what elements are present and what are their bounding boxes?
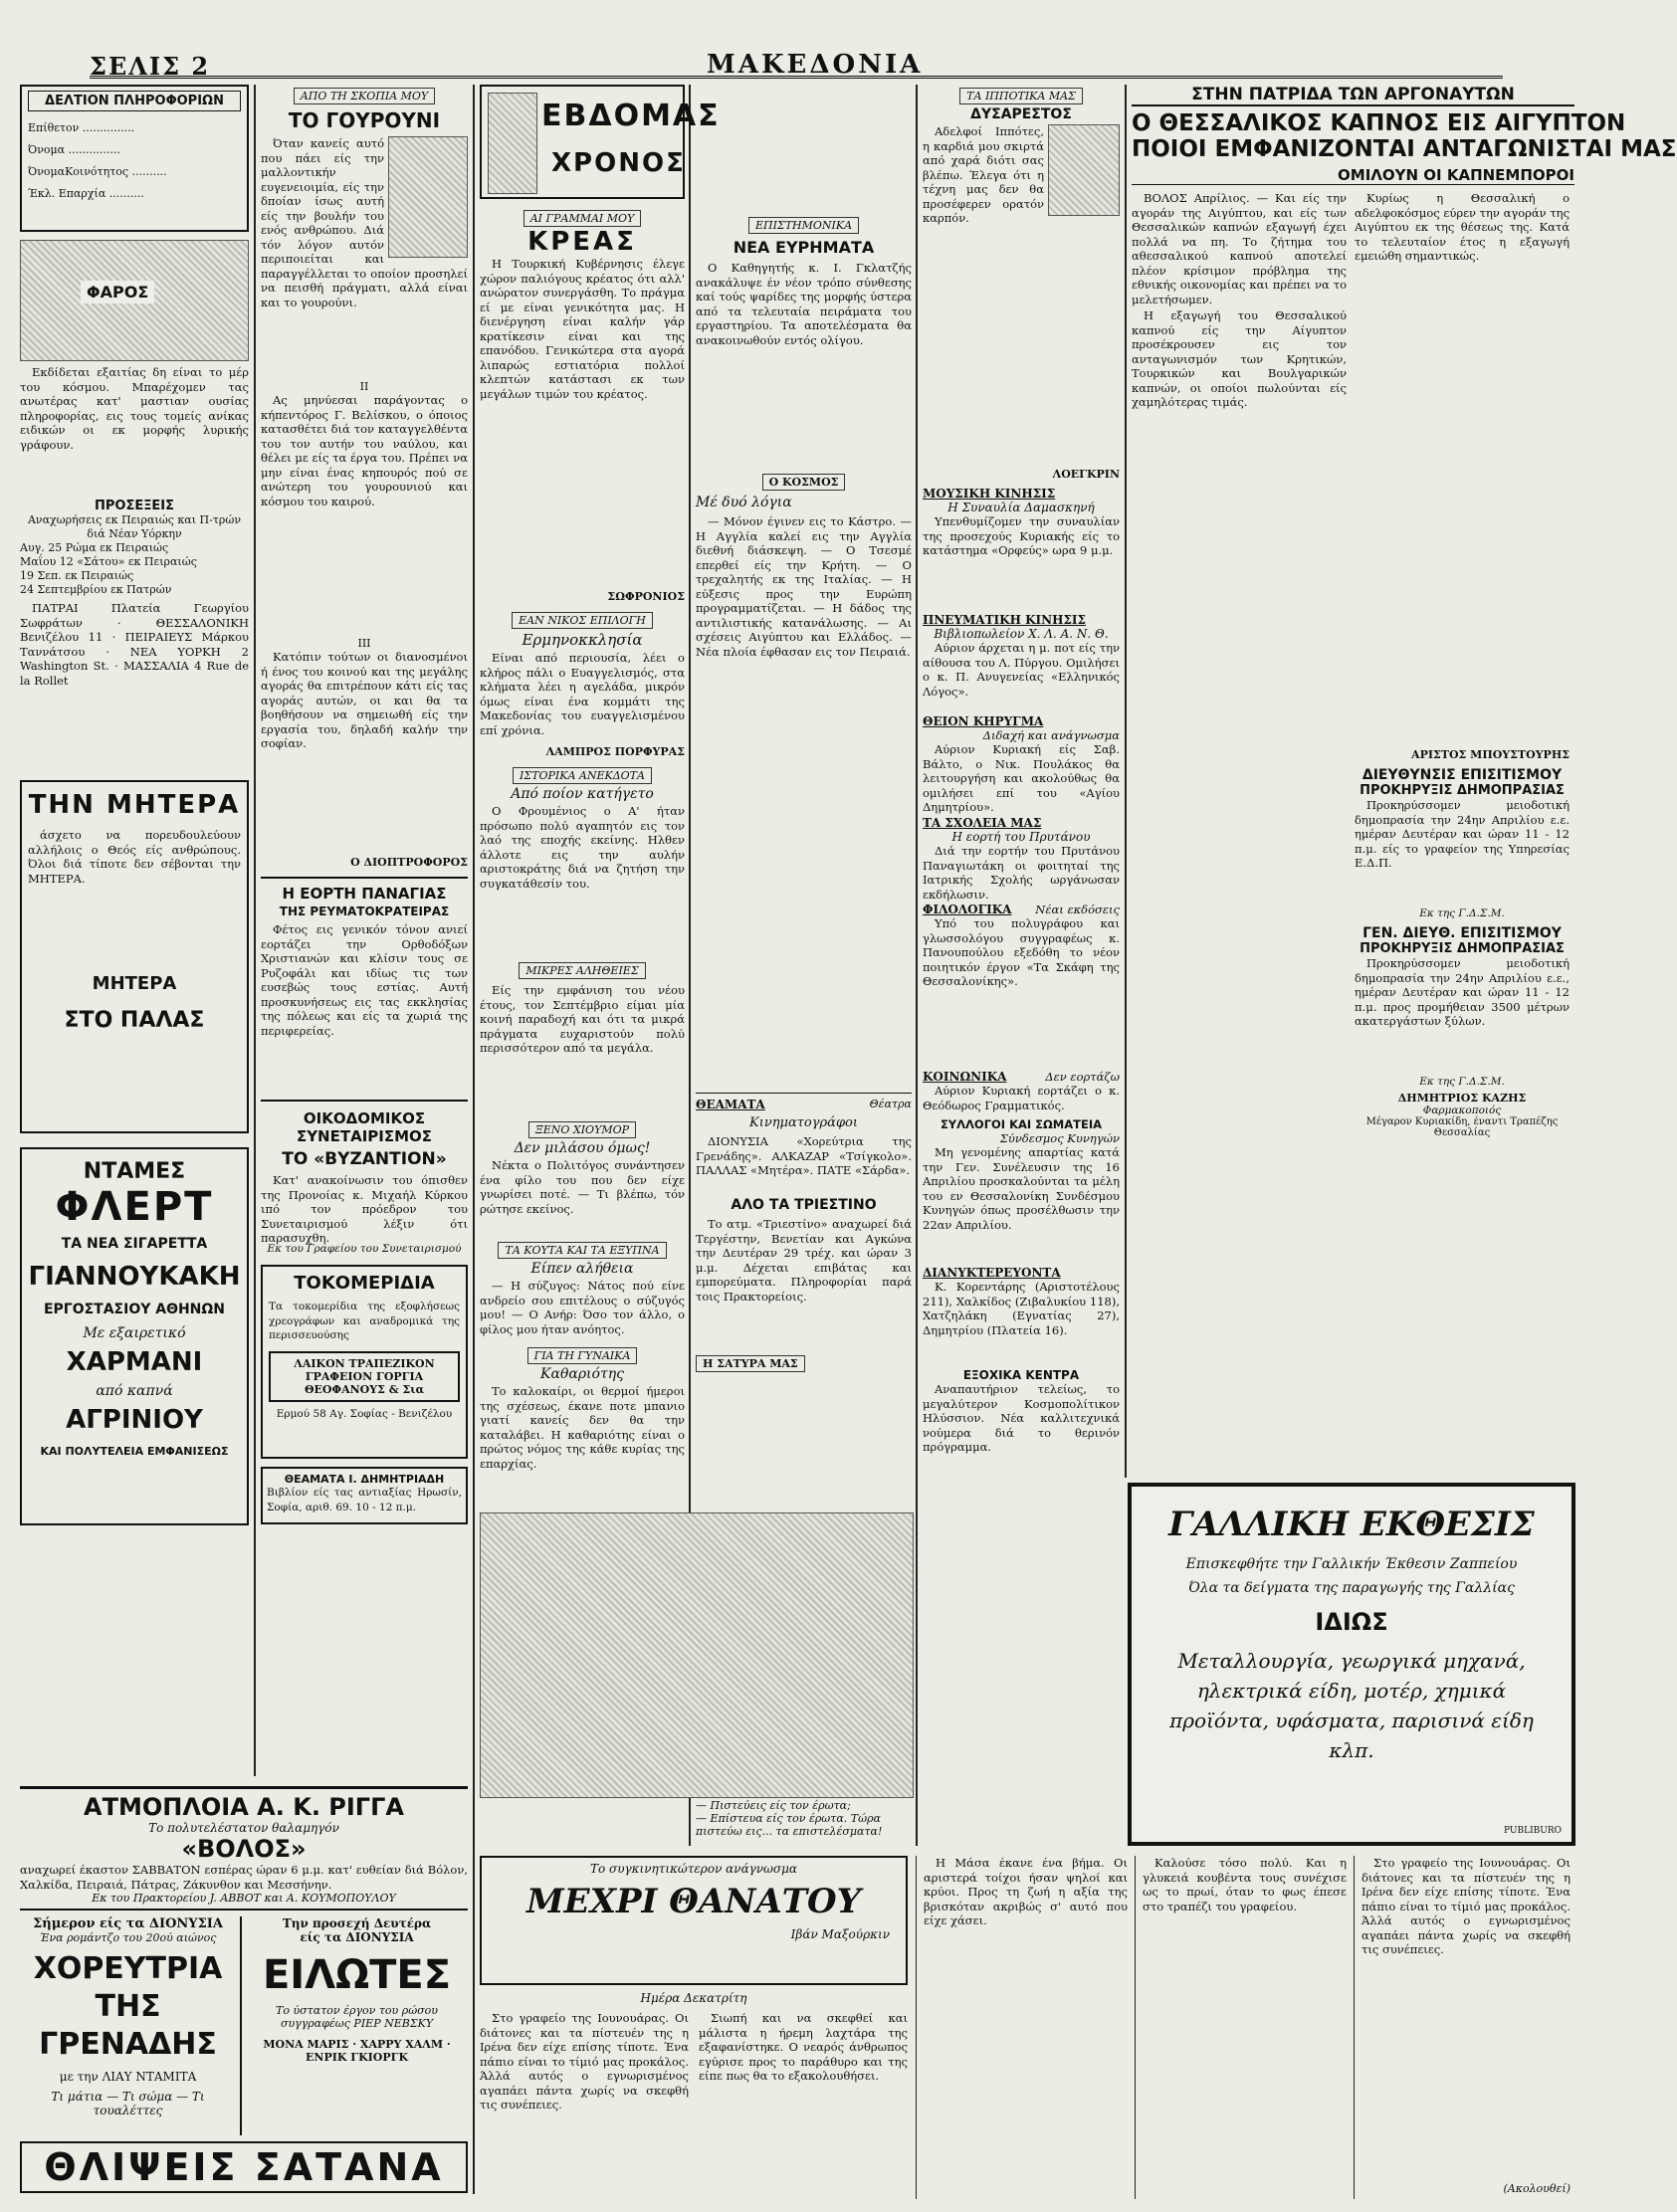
serial-text: Καλούσε τόσο πολύ. Και η γλυκειά κουβέντα τους συνέχισε ως το πρωί, όταν το φως έπεσε στο τραπέζι του γραφείου. — [1143, 1856, 1347, 1913]
outer-text: Αναπαυτήριον τελείως, το μεγαλύτερον Κοσμοπολίτικον Ηλύσσιον. Νέα καλλιτεχνικά νούμερα διά το θερινόν πρόγραμμα. — [923, 1382, 1120, 1454]
philology-text: Υπό του πολυγράφου και γλωσσολόγου συγγραφέως κ. Πανουπούλου εξεδόθη το νέον ποιητικόν έργον «Τα Σκάφη της Θεσσαλονίκης». — [923, 916, 1120, 988]
flirt-maker: ΓΙΑΝΝΟΥΚΑΚΗ — [28, 1262, 241, 1292]
column-kicker: ΕΠΙΣΤΗΜΟΝΙΚΑ — [748, 217, 859, 234]
world-title: Μέ δυό λόγια — [696, 495, 792, 510]
flirt-ad — [20, 1147, 249, 1525]
sayings-kicker: ΤΑ ΚΟΥΤΑ ΚΑΙ ΤΑ ΕΞΥΠΝΑ — [498, 1242, 666, 1259]
truths-kicker: ΜΙΚΡΕΣ ΑΛΗΘΕΙΕΣ — [519, 962, 645, 979]
article-title: ΔΥΣΑΡΕΣΤΟΣ — [970, 106, 1072, 122]
sayings-text: — Η σύζυγος: Νάτος πού είνε ανδρείο σου επιτέλους ο σύζυγός μου! — Ο Ανήρ: Όσο τον άλλο, ο φίλος μου ήταν ανόητος. — [480, 1279, 685, 1336]
tender1-text: Προκηρύσσομεν μειοδοτική δημοπρασία την 24ην Απριλίου ε.ε. ημέραν Δευτέραν και ώραν 11 - 12 π.μ. είς το γραφείον της Υπηρεσίας Ε.Δ.Π. — [1355, 798, 1570, 870]
signature: ΛΟΕΓΚΡΙΝ — [1052, 468, 1120, 481]
page-number: ΣΕΛΙΣ 2 — [90, 52, 211, 81]
column-kicker: ΑΙ ΓΡΑΜΜΑΙ ΜΟΥ — [524, 210, 642, 227]
sermon-title: ΘΕΙΟΝ ΚΗΡΥΓΜΑ — [923, 714, 1044, 728]
expo-line2: Όλα τα δείγματα της παραγωγής της Γαλλίας — [1188, 1580, 1515, 1596]
flirt-line: Με εξαιρετικό — [83, 1325, 186, 1341]
next-cast: ΜΟΝΑ ΜΑΡΙΣ · ΧΑΡΡΥ ΧΑΛΜ · ΕΝΡΙΚ ΓΚΙΟΡΓΚ — [263, 2038, 451, 2064]
mother-line2: ΜΗΤΕΡΑ — [92, 973, 177, 994]
flirt-agrinio: ΑΓΡΙΝΙΟΥ — [66, 1405, 203, 1435]
satire-kicker: Η ΣΑΤΥΡΑ ΜΑΣ — [696, 1355, 805, 1372]
serial-kicker: Το συγκινητικώτερον ανάγνωσμα — [589, 1862, 798, 1876]
thlipseis-banner: ΘΛΙΨΕΙΣ ΣΑΤΑΝΑ — [20, 2141, 468, 2193]
humor-text: Νέκτα ο Πολιτόγος συνάντησεν ένα φίλο του που δεν είχε γνωρίσει ποτέ. — Τι βλέπω, τόν ρώτησε εκείνος. — [480, 1158, 685, 1216]
woman-title: Καθαριότης — [540, 1366, 624, 1382]
trieste-text: Το ατμ. «Τριεστίνο» αναχωρεί διά Τεργέστην, Βενετίαν και Αγκώνα την Δευτέραν 29 τρέχ. και ώραν 3 μ.μ. Δέχεται επιβάτας και εμπορεύματα. Πληροφορίαι παρά τοις Πρακτορείοις. — [696, 1217, 912, 1304]
serial-title: ΜΕΧΡΙ ΘΑΝΑΤΟΥ — [526, 1882, 861, 1921]
form-line[interactable]: Έκλ. Επαρχία .......... — [28, 187, 144, 200]
expo-goods: Μεταλλουργία, γεωργικά μηχανά, ηλεκτρικά είδη, μοτέρ, χημικά προϊόντα, υφάσματα, παρισινά είδη κλπ. — [1169, 1649, 1534, 1762]
clubs-text: Μη γενομένης απαρτίας κατά την Γεν. Συνέλευσιν της 16 Απριλίου προσκαλούνται τα μέλη του εν Θεσσαλονίκη Συνδέσμου Κυνηγών όπως προσέλθωσιν την 22αν Απριλίου. — [923, 1145, 1120, 1232]
signature: ΑΡΙΣΤΟΣ ΜΠΟΥΣΤΟΥΡΗΣ — [1411, 748, 1570, 761]
article-col-b: Κυρίως η Θεσσαλική ο αδελφοκόσμος εύρεν την αγοράν της Αιγύπτου εκ της θέσεως της. Κατά το τελευταίον έτος η εξαγωγή εμειώθη σημαντικώς. ΑΡΙΣΤΟΣ ΜΠΟΥΣΤΟΥΡΗΣ ΔΙΕΥΘΥΝΣΙΣ ΕΠΙΣΙΤΙΣΜΟΥ ΠΡΟΚΗΡΥΞΙΣ ΔΗΜΟΠΡΑΣΙΑΣ Προκηρύσσομεν μειοδοτική δημοπρασία την 24ην Απριλίου ε.ε. ημέραν Δευτέραν και ώραν 11 - 12 π.μ. είς το γραφείον της Υπηρεσίας Ε.Δ.Π. Εκ της Γ.Δ.Σ.Μ. ΓΕΝ. ΔΙΕΥΘ. ΕΠΙΣΙΤΙΣΜΟΥ ΠΡΟΚΗΡΥΞΙΣ ΔΗΜΟΠΡΑΣΙΑΣ Προκηρύσσομεν μειοδοτική δημοπρασία την 24ην Απριλίου ε.ε., ημέραν Δευτέραν και ώραν 11 - 12 π.μ. προς προμήθειαν 3500 μέτρων ακατεργάστων ξύλων. Εκ της Γ.Δ.Σ.Μ. ΔΗΜΗΤΡΙΟΣ ΚΑΖΗΣ Φαρμακοποιός Μέγαρον Κυριακίδη, έναντι Τραπέζης Θεσσαλίας — [1355, 191, 1571, 1138]
truths-text: Είς την εμφάνιση του νέου έτους, τον Σεπτέμβριο είμαι μία κοινή παραδοχή και ότι τα μικρά πράγματα ευχαριστούν πολύ περισσότερον από τα μεγάλα. — [480, 983, 685, 1055]
social-right: Δεν εορτάζω — [1045, 1070, 1120, 1084]
history-kicker: ΙΣΤΟΡΙΚΑ ΑΝΕΚΔΟΤΑ — [513, 767, 652, 784]
subheadline: ΟΜΙΛΟΥΝ ΟΙ ΚΑΠΝΕΜΠΟΡΟΙ — [1132, 166, 1574, 185]
theatre-title: ΘΕΑΜΑΤΑ Ι. ΔΗΜΗΤΡΙΑΔΗ — [284, 1473, 445, 1486]
serial-novel — [480, 1856, 1574, 2204]
expo-mark: PUBLIBURO — [1504, 1826, 1562, 1836]
masthead-subtitle: ΧΡΟΝΟΣ — [551, 148, 686, 178]
mother-ad — [20, 780, 249, 1133]
serial-text: Η Μάσα έκανε ένα βήμα. Οι αριστερά τοίχοι ήσαν ψηλοί και κρύοι. Προς τη ζωή η αξία της βρισκόταν ακριβώς σ' αυτό που είχε χάσει. — [924, 1856, 1128, 1927]
flirt-sub: ΤΑ ΝΕΑ ΣΙΓΑΡΕΤΤΑ — [61, 1236, 208, 1252]
column-rule — [473, 85, 475, 2194]
column-1 — [20, 85, 249, 1776]
next-venue: είς τα ΔΙΟΝΥΣΙΑ — [300, 1930, 414, 1944]
flirt-kai: από καπνά — [96, 1383, 173, 1399]
serial-day: Ημέρα Δεκατρίτη — [640, 1991, 747, 2005]
flirt-end: ΚΑΙ ΠΟΛΥΤΕΛΕΙΑ ΕΜΦΑΝΙΣΕΩΣ — [40, 1445, 229, 1458]
dionysia-today: Σήμερον είς τα ΔΙΟΝΥΣΙΑ — [33, 1916, 223, 1931]
knight-illustration — [1048, 124, 1120, 216]
serial-text: Σιωπή και να σκεφθεί και μάλιστα η ήρεμη λαχτάρα της εξαφανίστηκε. Ο νεαρός άνθρωπος εγύρισε προς το παράθυρο και της είπε πως θα το εξακολουθήσει. — [699, 2011, 908, 2083]
faros-text: Εκδίδεται εξαιτίας δη είναι το μέρ του κόσμου. Μπαρέχομεν τας ανωτέρας κατ' μαστιαν ουσίας πληροφορίας, εις τους τομείς ανίκας ειδικών οι εκ μορφής λυρικής γράφουν. — [20, 365, 249, 452]
column-2: ΑΠΟ ΤΗ ΣΚΟΠΙΑ ΜΟΥ ΤΟ ΓΟΥΡΟΥΝΙ Όταν κανείς αυτό που πάει είς την μαλλοντικήν ευγενειοιμία, είς την δποίαν ίσως αυτή είς την βουλήν του ενός ανθρώπου. Διά τόν λόγον αυτόν περιποιείται και παραγγέλλεται το οποίον προσηλεί να πεισθή πράγματι, αλλά είναι και το γουρούνι. II Ας μηνύεσαι παράγοντας ο κήπεντόρος Γ. Βελίσκου, ο όποιος κατασθέτει διά τον καταγγελθέντα του τον αυτήν του ναύλου, και θέλει με είς τα έργα του. Πρέπει να μην είναι ένας κηπουρός πού σε ανώτερη του γουρουνιού και κόσμου του καιρού. III Κατόπιν τούτων οι διανοσμένοι ή ένος του κοινού και της μεγάλης αγοράς θα επιτρέπουν κάτι είς τας αγοράς αυτών, οι και θα τα βοηθήσουν να σημειωθή είς την εργασία του, δηλαδή καλήν την σοφίαν. Ο ΔΙΟΠΤΡΟΦΟΡΟΣ Η ΕΟΡΤΗ ΠΑΝΑΓΙΑΣ ΤΗΣ ΡΕΥΜΑΤΟΚΡΑΤΕΙΡΑΣ Φέτος εις γενικόν τόνον ανιεί εορτάζει την Ορθοδόξων Χριστιανών και κλίσιν τους σε Ρυζοφάλι και ιδίως τις των ευσεβώς τους εστίας. Αυτή προσκυνήσεως εις τας εκκλησίας της πόλεως και είς τα χωριά της περιφερείας. ΟΙΚΟΔΟΜΙΚΟΣ ΣΥΝΕΤΑΙΡΙΣΜΟΣ ΤΟ «ΒΥΖΑΝΤΙΟΝ» Κατ' ανακοίνωσιν του όπισθεν της Προνοίας κ. Μιχαήλ Κύρκου ιπό τον πρόεδρον του Συνεταιρισμού λέξιν ότι παρασυχθη. Εκ του Γραφείου του Συνεταιρισμού ΤΟΚΟΜΕΡΙΔΙΑ Τα τοκομερίδια της εξοφλήσεως χρεογράφων και αναδρομικά της περισσευούσης ΛΑΙΚΟΝ ΤΡΑΠΕΖΙΚΟΝ ΓΡΑΦΕΙΟΝ ΓΟΡΓΙΑ ΘΕΟΦΑΝΟΥΣ & Σια Ερμού 58 Αγ. Σοφίας - Βενιζέλου ΘΕΑΜΑΤΑ Ι. ΔΗΜΗΤΡΙΑΔΗ Βιβλίον είς τας αντιαξίας Ηρωσίν, Σοφία, αριθ. 69. 10 - 12 π.μ. — [261, 85, 468, 1776]
shipping-sub: Το πολυτελέστατον θαλαμηγόν — [148, 1821, 339, 1835]
tender2-text: Προκηρύσσομεν μειοδοτική δημοπρασία την 24ην Απριλίου ε.ε., ημέραν Δευτέραν και ώραν 11 - 12 π.μ. προς προμήθειαν 3500 μέτρων ακατεργάστων ξύλων. — [1355, 956, 1570, 1028]
tokomeridia-title: ΤΟΚΟΜΕΡΙΔΙΑ — [294, 1273, 435, 1294]
bottom-left-ads — [20, 1786, 468, 2204]
theatre-text: Βιβλίον είς τας αντιαξίας Ηρωσίν, Σοφία, αριθ. 69. 10 - 12 π.μ. — [267, 1487, 462, 1513]
signature: ΣΩΦΡΟΝΙΟΣ — [607, 590, 685, 603]
serial-author: Ιβάν Μαξούρκιν — [790, 1927, 890, 1941]
feast-subtitle: ΤΗΣ ΡΕΥΜΑΤΟΚΡΑΤΕΙΡΑΣ — [279, 905, 450, 918]
mother-title: ΤΗΝ ΜΗΤΕΡΑ — [28, 790, 241, 820]
shipping-title: ΑΤΜΟΠΛΟΙΑ Α. Κ. ΡΙΓΓΑ — [20, 1786, 468, 1821]
feast-text: Φέτος εις γενικόν τόνον ανιεί εορτάζει την Ορθοδόξων Χριστιανών και κλίσιν τους σε Ρυζοφάλι και ιδίως τις των ευσεβώς τους εστίας. Αυτή προσκυνήσεως εις τας εκκλησίας της πόλεως και είς τα χωριά της περιφερείας. — [261, 922, 468, 1038]
masthead-title: ΕΒΔΟΜΑΣ — [541, 99, 721, 133]
column-5 — [923, 85, 1120, 1846]
clubs-title: ΣΥΛΛΟΓΟΙ ΚΑΙ ΣΩΜΑΤΕΙΑ — [940, 1117, 1103, 1131]
church-kicker: ΕΑΝ ΝΙΚΟΣ ΕΠΙΛΟΓΗ — [512, 612, 653, 629]
next-text: Το ύστατον έργον του ρώσου συγγραφέως ΡΙΕΡ ΝΕΒΣΚΥ — [276, 2004, 438, 2030]
pharmacist-address: Μέγαρον Κυριακίδη, έναντι Τραπέζης Θεσσαλίας — [1365, 1116, 1559, 1138]
history-text: Ο Φρουμένιος ο Α' ήταν πρόσωπο πολύ αγαπητόν εις τον λαό της εποχής εκείνης. Ηλθεν άλλοτε εις την αυλήν αριστοκράτης διά να ζητήση την συγκατάθεσίν του. — [480, 804, 685, 891]
tender2-title: ΓΕΝ. ΔΙΕΥΘ. ΕΠΙΣΙΤΙΣΜΟΥ — [1363, 925, 1562, 941]
faros-logo — [20, 240, 249, 361]
theatre-title: ΘΕΑΜΑΤΑ — [696, 1098, 765, 1111]
form-line[interactable]: Όνομα ............... — [28, 143, 121, 156]
coop-name: ΤΟ «ΒΥΖΑΝΤΙΟΝ» — [282, 1149, 447, 1169]
music-sub: Η Συναυλία Δαμασκηνή — [947, 501, 1095, 514]
coop-text: Κατ' ανακοίνωσιν του όπισθεν της Προνοίας κ. Μιχαήλ Κύρκου ιπό τον πρόεδρον του Συνεταιρισμού λέξιν ότι παρασυχθη. — [261, 1173, 468, 1245]
article-text: Όταν κανείς αυτό που πάει είς την μαλλοντικήν ευγενειοιμία, είς την δποίαν ίσως αυτή είς την βουλήν του ενός ανθρώπου. Διά τόν λόγον αυτόν περιποιείται και παραγγέλλεται το οποίον προσηλεί να πεισθή πράγματι, αλλά είναι και το γουρούνι. — [261, 136, 468, 309]
article-text: Κατόπιν τούτων οι διανοσμένοι ή ένος του κοινού και της μεγάλης αγοράς θα επιτρέπουν κάτι είς τας αγοράς αυτών, οι και θα τα βοηθήσουν να σημειωθή είς την εργασία του, δηλαδή καλήν την σοφίαν. — [261, 650, 468, 750]
clubs-sub: Σύνδεσμος Κυνηγών — [999, 1131, 1120, 1145]
article-title: ΝΕΑ ΕΥΡΗΜΑΤΑ — [733, 238, 875, 257]
dionysia-ad — [20, 1916, 242, 2135]
school-title: ΤΑ ΣΧΟΛΕΙΑ ΜΑΣ — [923, 816, 1042, 830]
feast-title: Η ΕΟΡΤΗ ΠΑΝΑΓΙΑΣ — [261, 877, 468, 903]
philology-title: ΦΙΛΟΛΟΓΙΚΑ — [923, 903, 1012, 916]
shipping-agents: Εκ του Πρακτορείου J. ABBOT και Α. ΚΟΥΜΟΠΟΥΛΟΥ — [20, 1892, 468, 1910]
agents-text: ΠΑΤΡΑΙ Πλατεία Γεωργίου Σωφράτων · ΘΕΣΣΑΛΟΝΙΚΗ Βενιζέλου 11 · ΠΕΙΡΑΙΕΥΣ Μάρκου Ταννάτσου · ΝΕΑ ΥΟΡΚΗ 2 Washington St. · ΜΑΣΣΑΛΙΑ 4 Rue de la Rollet — [20, 601, 249, 688]
history-title: Από ποίον κατήγετο — [511, 786, 654, 802]
serial-continue: (Ακολουθεί) — [1503, 2182, 1571, 2195]
flirt-name: ΦΛΕΡΤ — [55, 1184, 214, 1230]
face-illustration — [488, 93, 537, 194]
form-line[interactable]: Επίθετον ............... — [28, 121, 135, 134]
expo-highlight: ΙΔΙΩΣ — [1315, 1608, 1388, 1636]
signature: Ο ΔΙΟΠΤΡΟΦΟΡΟΣ — [350, 856, 468, 869]
satire-cartoon — [480, 1512, 914, 1798]
page-header — [90, 50, 1503, 79]
church-title: Ερμηνοκκλησία — [522, 631, 643, 649]
serial-text: Στο γραφείο της Ιουνουάρας. Οι διάτονες και τα πίστευέν της η Ιρένα δεν είχε επίσης τίποτε. Ένα πάπιο είναι το τίμιό μας προκάλος. Άλλά αυτός ο εγνωρισμένος αγαπάει πάντα χωρίς να σκεφθή τις συνέπειες. — [1362, 1856, 1571, 1956]
headline: Ο ΘΕΣΣΑΛΙΚΟΣ ΚΑΠΝΟΣ ΕΙΣ ΑΙΓΥΠΤΟΝ — [1132, 110, 1626, 136]
expo-title: ΓΑΛΛΙΚΗ ΕΚΘΕΣΙΣ — [1168, 1505, 1535, 1544]
tender2-sub: ΠΡΟΚΗΡΥΞΙΣ ΔΗΜΟΠΡΑΣΙΑΣ — [1360, 941, 1565, 956]
satire-caption: — Πιστεύεις είς τον έρωτα; — [696, 1799, 851, 1812]
article-title: ΤΟ ΓΟΥΡΟΥΝΙ — [288, 108, 441, 132]
sayings-title: Είπεν αλήθεια — [530, 1261, 634, 1277]
music-title: ΜΟΥΣΙΚΗ ΚΙΝΗΣΙΣ — [923, 487, 1056, 501]
theatre-ad — [261, 1467, 468, 1524]
dionysia-film: ΧΟΡΕΥΤΡΙΑ ΤΗΣ ΓΡΕΝΑΔΗΣ — [33, 1951, 223, 2062]
headline-2: ΠΟΙΟΙ ΕΜΦΑΝΙΖΟΝΤΑΙ ΑΝΤΑΓΩΝΙΣΤΑΙ ΜΑΣ — [1132, 136, 1677, 162]
coop-title: ΟΙΚΟΔΟΜΙΚΟΣ ΣΥΝΕΤΑΙΡΙΣΜΟΣ — [261, 1100, 468, 1145]
social-title: ΚΟΙΝΩΝΙΚΑ — [923, 1070, 1007, 1084]
coop-sign: Εκ του Γραφείου του Συνεταιρισμού — [267, 1243, 462, 1255]
mother-text: άσχετο να πορευδουλεύουν αλλήλοις ο Θεός είς ανθρώπους. Όλοι διά τίποτε δεν σέβονται την ΜΗΤΕΡΑ. — [28, 828, 241, 886]
next-film: ΕΙΛΩΤΕΣ — [262, 1952, 452, 1998]
tender1-sign: Εκ της Γ.Δ.Σ.Μ. — [1419, 907, 1505, 919]
serial-text: Στο γραφείο της Ιουνουάρας. Οι διάτονες και τα πίστευέν της η Ιρένα δεν είχε επίσης τίποτε. Ένα πάπιο είναι το τίμιό μας προκάλος. Άλλά αυτός ο εγνωρισμένος αγαπάει πάντα χωρίς να σκεφθή τις συνέπειες. — [480, 2011, 689, 2111]
article-text: Αδελφοί Ιππότες, η καρδιά μου σκιρτά από χαρά διότι σας βλέπω. Έλεγα ότι η τέχνη μας δεν θα προσέφερεν ορατόν καρπόν. — [923, 124, 1044, 225]
eilotes-ad — [242, 1916, 468, 2135]
next-label: Την προσεχή Δευτέρα — [282, 1916, 432, 1930]
theatre-sub: Κινηματογράφοι — [749, 1115, 858, 1130]
tender1-title: ΔΙΕΥΘΥΝΣΙΣ ΕΠΙΣΙΤΙΣΜΟΥ — [1362, 767, 1563, 783]
pharmacies-text: Κ. Κορεντάρης (Αριστοτέλους 211), Χαλκίδος (Ζιβαλυκίου 118), Χατζηλάκη (Εγνατίας 27), Δημητρίου (Πλατεία 16). — [923, 1280, 1120, 1337]
sermon-text: Αύριον Κυριακή είς Σαβ. Βάλτο, ο Νικ. Πουλάκος θα λειτουργήση και ακολούθως θα ομιλήσει επί του «Αγίου Δημητρίου». — [923, 742, 1120, 814]
world-kicker: Ο ΚΟΣΜΟΣ — [762, 474, 846, 491]
french-expo-ad — [1128, 1483, 1575, 1846]
dionysia-text: Τι μάτια — Τι σώμα — Τι τουαλέττες — [51, 2090, 205, 2117]
expo-line1: Επισκεφθήτε την Γαλλικήν Έκθεσιν Ζαππείου — [1185, 1556, 1518, 1572]
school-sub: Η εορτή του Πρυτάνου — [951, 830, 1091, 844]
subscription-form — [20, 85, 249, 232]
article-banner: ΣΤΗΝ ΠΑΤΡΙΔΑ ΤΩΝ ΑΡΓΟΝΑΥΤΩΝ — [1132, 85, 1574, 106]
flirt-factory: ΕΡΓΟΣΤΑΣΙΟΥ ΑΘΗΝΩΝ — [43, 1302, 226, 1317]
travel-title: ΠΡΟΣΕΞΕΙΣ — [94, 499, 175, 513]
column-rule — [1125, 85, 1127, 1478]
serial-header — [480, 1856, 908, 1985]
column-6 — [1132, 85, 1677, 1478]
sermon-right: Διδαχή και ανάγνωσμα — [982, 728, 1120, 742]
satire-caption: — Επίστευα είς τον έρωτα. Τώρα πιστεύω εις... τα επιστελέσματα! — [696, 1812, 883, 1838]
trieste-title: ΑΛΟ ΤΑ ΤΡΙΕΣΤΙΝΟ — [731, 1197, 877, 1213]
mother-subline: ΣΤΟ ΠΑΛΑΣ — [64, 1008, 205, 1033]
outer-title: ΕΞΟΧΙΚΑ ΚΕΝΤΡΑ — [962, 1368, 1080, 1382]
humor-kicker: ΞΕΝΟ ΧΙΟΥΜΟΡ — [528, 1121, 636, 1138]
dionysia-sub: Ένα ρομάντζο του 20ού αιώνος — [39, 1931, 217, 1944]
woman-kicker: ΓΙΑ ΤΗ ΓΥΝΑΙΚΑ — [527, 1347, 638, 1364]
column-kicker: ΑΠΟ ΤΗ ΣΚΟΠΙΑ ΜΟΥ — [294, 88, 435, 104]
bank-address: Ερμού 58 Αγ. Σοφίας - Βενιζέλου — [276, 1407, 453, 1420]
spiritual-sub: Βιβλιοπωλείον Χ. Λ. Α. Ν. Θ. — [934, 627, 1109, 641]
music-text: Υπενθυμίζομεν την συναυλίαν της προσεχούς Κυριακής είς το κατάστημα «Ορφεύς» ωρα 9 μ.μ. — [923, 514, 1120, 557]
weekly-masthead — [480, 85, 721, 199]
travel-list: Αναχωρήσεις εκ Πειραιώς και Π-τρών διά Νέαν Υόρκην Αυγ. 25 Ρώμα εκ Πειραιώς Μαΐου 12 «Σάτου» εκ Πειραιώς 19 Σεπ. εκ Πειραιώς 24 Σεπτεμβρίου εκ Πατρών — [20, 513, 242, 596]
pharmacist-name: ΔΗΜΗΤΡΙΟΣ ΚΑΖΗΣ — [1397, 1092, 1527, 1105]
pig-illustration — [388, 136, 468, 258]
school-text: Διά την εορτήν του Πρυτάνου Παναγιωτάκη οι φοιτηταί της Ιατρικής Σχολής ωργάνωσαν εκδήλωσιν. — [923, 844, 1120, 902]
form-line[interactable]: ΌνομαΚοινότητος .......... — [28, 165, 167, 178]
church-sign: ΛΑΜΠΡΟΣ ΠΟΡΦΥΡΑΣ — [545, 745, 685, 758]
faros-label: ΦΑΡΟΣ — [81, 281, 154, 303]
spiritual-text: Αύριον άρχεται η μ. ποτ είς την αίθουσα του Λ. Πύργου. Ομιλήσει ο κ. Π. Ανυγενείας «Ελληνικός Λόγος». — [923, 641, 1120, 699]
humor-title: Δεν μιλάσου όμως! — [514, 1140, 651, 1156]
column-rule — [254, 85, 256, 1776]
article-title: ΚΡΕΑΣ — [527, 227, 637, 257]
pharmacist-role: Φαρμακοποιός — [1422, 1105, 1502, 1116]
article-text: Η Τουρκική Κυβέρνησις έλεγε χώρον παλιόγους κρέατος ότι αλλ' ανώρατον συνεργάσθη. Το πράγμα εί με είναι γενικότητα μας. Η διενέργηση είναι καλήν γάρ κρατίκεσιν είναι και της επανόδου. Γενικώτερα στα αγορά λιπαρώς εστιατόρια πολλοί κλεπτών κατάστασι εκ των μεγάλων τιμών του κρέατος. — [480, 257, 685, 401]
dionysia-star: με την ΛΙΑΥ ΝΤΑΜΙΤΑ — [59, 2070, 197, 2084]
ship-name: «ΒΟΛΟΣ» — [181, 1835, 307, 1863]
spiritual-title: ΠΝΕΥΜΑΤΙΚΗ ΚΙΝΗΣΙΣ — [923, 613, 1087, 627]
tokomeridia-ad — [261, 1265, 468, 1459]
tokomeridia-text: Τα τοκομερίδια της εξοφλήσεως χρεογράφων και αναδρομικά της περισσευούσης — [269, 1301, 460, 1341]
article-col-a: ΒΟΛΟΣ Απρίλιος. — Και είς την αγοράν της Αιγύπτου, και είς των Θεσσαλικών καπνών εξαγωγή έχει πολλά να πη. Το ζήτημα του αθεσσαλικού καπνού αποτελεί πλέον κρίσιμον πρόβλημα της εθνικής οικονομίας και πρέπει να το μελετήσωμεν. Η εξαγωγή του Θεσσαλικού καπνού είς την Αίγυπτον προσέκρουσεν εις τον ανταγωνισμόν των Κρητικών, Τουρκικών και Βουλγαρικών καπνών, οι οποίοι πωλούνται είς χαμηλότερας τιμάς. — [1132, 191, 1347, 409]
paper-name: ΜΑΚΕΔΟΝΙΑ — [707, 50, 924, 80]
column-rule — [916, 85, 918, 1846]
bank-box: ΛΑΙΚΟΝ ΤΡΑΠΕΖΙΚΟΝ ΓΡΑΦΕΙΟΝ ΓΟΡΓΙΑ ΘΕΟΦΑΝΟΥΣ & Σια — [269, 1351, 460, 1402]
pharmacies-title: ΔΙΑΝΥΚΤΕΡΕΥΟΝΤΑ — [923, 1266, 1061, 1280]
tender1-sub: ΠΡΟΚΗΡΥΞΙΣ ΔΗΜΟΠΡΑΣΙΑΣ — [1360, 783, 1565, 798]
world-text: — Μόνον έγινεν εις το Κάστρο. — Η Αγγλία καλεί εις την Αγγλία διεθνή διάσκεψη. — Ο Τσεσμέ επερθεί είς την Κρήτη. — Ο τρεχαλητής εκ της Ιταλίας. — Η εύξεσις προς την Ευρώπη προγραμματίζεται. — Η δάδος της αντιλιστικής κατανάλωσης. — Αι σχέσεις Αιγύπτου και Ελλάδος. — Νέα πλοία έφθασαν εις τον Πειραιά. — [696, 514, 912, 659]
article-text: Ας μηνύεσαι παράγοντας ο κήπεντόρος Γ. Βελίσκου, ο όποιος κατασθέτει διά τον καταγγελθέντα του τον αυτήν του ναύλου, και θέλει με είς τα έργα του. Πρέπει να μην είναι ένας κηπουρός πού σε ανώτερη του γουρουνιού και κόσμου του καιρού. — [261, 393, 468, 508]
tender2-sign: Εκ της Γ.Δ.Σ.Μ. — [1419, 1076, 1505, 1088]
theatre-text: ΔΙΟΝΥΣΙΑ «Χορεύτρια της Γρενάδης». ΑΛΚΑΖΑΡ «Τσίγκολο». ΠΑΛΛΑΣ «Μητέρα». ΠΑΤΕ «Σάρδα». — [696, 1134, 912, 1177]
subscription-title: ΔΕΛΤΙΟΝ ΠΛΗΡΟΦΟΡΙΩΝ — [28, 91, 241, 111]
shipping-text: αναχωρεί έκαστον ΣΑΒΒΑΤΟΝ εσπέρας ώραν 6 μ.μ. κατ' ευθείαν διά Βόλον, Χαλκίδα, Πειραιά, Πάτρας, Ζάκυνθον και Μεσσήνην. — [20, 1863, 468, 1892]
column-kicker: ΤΑ ΙΠΠΟΤΙΚΑ ΜΑΣ — [959, 88, 1083, 104]
woman-text: Το καλοκαίρι, οι θερμοί ήμεροι της σχέσεως, έκανε ποτε μπανιο γιατί κανείς δεν θα την καταλάβει. Η καθαριότης είναι ο πρώτος νόμος της κάθε κυρίας της επαρχίας. — [480, 1384, 685, 1471]
theatre-right: Θέατρα — [869, 1098, 912, 1110]
flirt-title: ΝΤΑΜΕΣ — [83, 1159, 186, 1184]
philology-right: Νέαι εκδόσεις — [1035, 903, 1120, 916]
satire-captions — [696, 1799, 912, 1838]
subscription-lines — [28, 117, 241, 205]
flirt-karmani: ΧΑΡΜΑΝΙ — [66, 1347, 203, 1377]
church-text: Είναι από περιουσία, λέει ο κλήρος πάλι ο Ευαγγελισμός, στα κλήματα λέει η αγελάδα, μικρόν όμως είναι ένα κομμάτι της Μακεδονίας του ευαγγελισμένου επί χρόνια. — [480, 651, 685, 737]
social-text: Αύριον Κυριακή εορτάζει ο κ. Θεόδωρος Γραμματικός. — [923, 1084, 1120, 1112]
article-text: Ο Καθηγητής κ. Ι. Γκλατζής ανακάλυψε έν νέον τρόπο σύνθεσης καί τούς ψαρίδες της μορφής ύστερα από τα τελευταία πειράματα του εργαστηρίου. Τα αποτελέσματα θα ανακοινωθούν εντός ολίγου. — [696, 261, 912, 347]
